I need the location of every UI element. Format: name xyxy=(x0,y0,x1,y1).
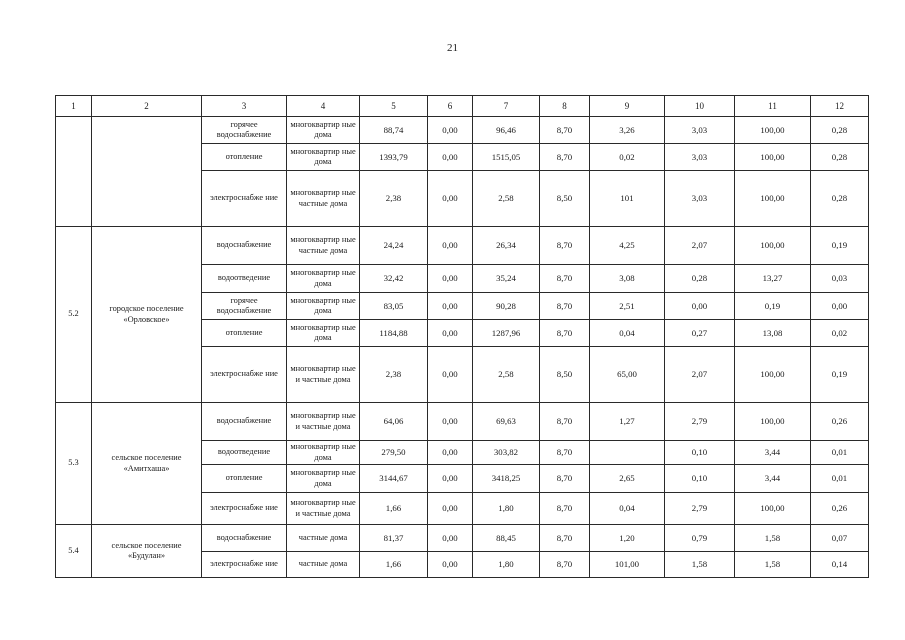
column-header: 10 xyxy=(665,96,735,117)
value-cell-c6: 0,00 xyxy=(428,265,473,293)
value-cell-c12: 0,19 xyxy=(811,227,869,265)
column-header: 11 xyxy=(735,96,811,117)
value-cell-c8: 8,70 xyxy=(540,465,590,493)
value-cell-c10: 2,79 xyxy=(665,403,735,441)
value-cell-c8: 8,70 xyxy=(540,552,590,578)
column-header: 1 xyxy=(56,96,92,117)
value-cell-c6: 0,00 xyxy=(428,293,473,320)
value-cell-c12: 0,28 xyxy=(811,171,869,227)
column-header: 8 xyxy=(540,96,590,117)
value-cell-c7: 69,63 xyxy=(473,403,540,441)
value-cell-c7: 96,46 xyxy=(473,117,540,144)
value-cell-c8: 8,70 xyxy=(540,441,590,465)
value-cell-c9: 1,27 xyxy=(590,403,665,441)
housing-type-cell: частные дома xyxy=(287,525,360,552)
value-cell-c12: 0,28 xyxy=(811,144,869,171)
settlement-name-cell: сельское поселение «Будулан» xyxy=(92,525,202,578)
utility-service-cell: водоснабжение xyxy=(202,403,287,441)
value-cell-c6: 0,00 xyxy=(428,403,473,441)
value-cell-c6: 0,00 xyxy=(428,117,473,144)
value-cell-c10: 0,79 xyxy=(665,525,735,552)
housing-type-cell: частные дома xyxy=(287,552,360,578)
value-cell-c9: 1,20 xyxy=(590,525,665,552)
table-row xyxy=(56,403,869,441)
value-cell-c10: 0,28 xyxy=(665,265,735,293)
value-cell-c9: 2,51 xyxy=(590,293,665,320)
value-cell-c5: 1393,79 xyxy=(360,144,428,171)
value-cell-c11: 100,00 xyxy=(735,117,811,144)
value-cell-c5: 24,24 xyxy=(360,227,428,265)
value-cell-c8: 8,70 xyxy=(540,227,590,265)
column-header: 6 xyxy=(428,96,473,117)
value-cell-c7: 90,28 xyxy=(473,293,540,320)
value-cell-c9: 2,65 xyxy=(590,465,665,493)
value-cell-c7: 1,80 xyxy=(473,493,540,525)
value-cell-c5: 2,38 xyxy=(360,171,428,227)
value-cell-c6: 0,00 xyxy=(428,441,473,465)
value-cell-c12: 0,03 xyxy=(811,265,869,293)
value-cell-c11: 100,00 xyxy=(735,347,811,403)
value-cell-c11: 13,27 xyxy=(735,265,811,293)
column-header: 4 xyxy=(287,96,360,117)
utility-service-cell: водоотведение xyxy=(202,441,287,465)
utility-service-cell: электроснабже ние xyxy=(202,493,287,525)
value-cell-c11: 0,19 xyxy=(735,293,811,320)
column-header: 3 xyxy=(202,96,287,117)
value-cell-c9: 101 xyxy=(590,171,665,227)
housing-type-cell: многоквартир ные дома xyxy=(287,117,360,144)
value-cell-c7: 1287,96 xyxy=(473,320,540,347)
value-cell-c5: 2,38 xyxy=(360,347,428,403)
utility-service-cell: горячее водоснабжение xyxy=(202,293,287,320)
housing-type-cell: многоквартир ные дома xyxy=(287,144,360,171)
value-cell-c10: 2,07 xyxy=(665,227,735,265)
value-cell-c11: 100,00 xyxy=(735,227,811,265)
group-number-cell: 5.3 xyxy=(56,403,92,525)
value-cell-c11: 3,44 xyxy=(735,441,811,465)
value-cell-c12: 0,00 xyxy=(811,293,869,320)
value-cell-c5: 81,37 xyxy=(360,525,428,552)
utility-service-cell: водоотведение xyxy=(202,265,287,293)
value-cell-c5: 64,06 xyxy=(360,403,428,441)
value-cell-c8: 8,50 xyxy=(540,347,590,403)
value-cell-c10: 3,03 xyxy=(665,144,735,171)
value-cell-c12: 0,01 xyxy=(811,465,869,493)
value-cell-c7: 303,82 xyxy=(473,441,540,465)
value-cell-c10: 3,03 xyxy=(665,171,735,227)
value-cell-c5: 3144,67 xyxy=(360,465,428,493)
value-cell-c11: 13,08 xyxy=(735,320,811,347)
utility-service-cell: водоснабжение xyxy=(202,227,287,265)
value-cell-c8: 8,70 xyxy=(540,117,590,144)
group-number-cell xyxy=(56,117,92,227)
value-cell-c9: 3,26 xyxy=(590,117,665,144)
value-cell-c12: 0,02 xyxy=(811,320,869,347)
value-cell-c7: 2,58 xyxy=(473,347,540,403)
table-row xyxy=(56,227,869,265)
housing-type-cell: многоквартир ные дома xyxy=(287,441,360,465)
value-cell-c5: 83,05 xyxy=(360,293,428,320)
value-cell-c6: 0,00 xyxy=(428,493,473,525)
column-header: 12 xyxy=(811,96,869,117)
value-cell-c11: 100,00 xyxy=(735,144,811,171)
value-cell-c10: 0,27 xyxy=(665,320,735,347)
column-header: 9 xyxy=(590,96,665,117)
page-number: 21 xyxy=(447,42,458,54)
value-cell-c10: 0,10 xyxy=(665,465,735,493)
value-cell-c10: 2,79 xyxy=(665,493,735,525)
value-cell-c9: 4,25 xyxy=(590,227,665,265)
column-header: 2 xyxy=(92,96,202,117)
utility-service-cell: отопление xyxy=(202,320,287,347)
header-row xyxy=(56,96,869,117)
utility-service-cell: электроснабже ние xyxy=(202,171,287,227)
value-cell-c11: 1,58 xyxy=(735,525,811,552)
value-cell-c8: 8,70 xyxy=(540,525,590,552)
value-cell-c8: 8,70 xyxy=(540,320,590,347)
value-cell-c9: 0,02 xyxy=(590,144,665,171)
value-cell-c7: 35,24 xyxy=(473,265,540,293)
value-cell-c8: 8,70 xyxy=(540,293,590,320)
housing-type-cell: многоквартир ные частные дома xyxy=(287,227,360,265)
value-cell-c11: 1,58 xyxy=(735,552,811,578)
settlement-name-cell: сельское поселение «Амитхаша» xyxy=(92,403,202,525)
table-row xyxy=(56,525,869,552)
value-cell-c7: 2,58 xyxy=(473,171,540,227)
value-cell-c6: 0,00 xyxy=(428,227,473,265)
value-cell-c5: 279,50 xyxy=(360,441,428,465)
value-cell-c8: 8,70 xyxy=(540,144,590,171)
value-cell-c7: 1515,05 xyxy=(473,144,540,171)
value-cell-c7: 26,34 xyxy=(473,227,540,265)
utility-service-cell: электроснабже ние xyxy=(202,347,287,403)
value-cell-c12: 0,28 xyxy=(811,117,869,144)
value-cell-c5: 1,66 xyxy=(360,552,428,578)
group-number-cell: 5.4 xyxy=(56,525,92,578)
settlement-name-cell: городское поселение «Орловское» xyxy=(92,227,202,403)
value-cell-c12: 0,07 xyxy=(811,525,869,552)
value-cell-c10: 0,00 xyxy=(665,293,735,320)
value-cell-c9: 3,08 xyxy=(590,265,665,293)
value-cell-c8: 8,50 xyxy=(540,171,590,227)
value-cell-c6: 0,00 xyxy=(428,171,473,227)
utility-service-cell: отопление xyxy=(202,144,287,171)
value-cell-c9: 101,00 xyxy=(590,552,665,578)
value-cell-c12: 0,19 xyxy=(811,347,869,403)
value-cell-c11: 100,00 xyxy=(735,171,811,227)
value-cell-c6: 0,00 xyxy=(428,320,473,347)
value-cell-c11: 100,00 xyxy=(735,493,811,525)
value-cell-c5: 32,42 xyxy=(360,265,428,293)
housing-type-cell: многоквартир ные дома xyxy=(287,265,360,293)
value-cell-c9: 0,04 xyxy=(590,320,665,347)
value-cell-c10: 2,07 xyxy=(665,347,735,403)
utility-service-cell: электроснабже ние xyxy=(202,552,287,578)
utility-service-cell: горячее водоснабжение xyxy=(202,117,287,144)
column-header: 7 xyxy=(473,96,540,117)
value-cell-c12: 0,14 xyxy=(811,552,869,578)
table-row xyxy=(56,117,869,144)
settlement-name-cell xyxy=(92,117,202,227)
value-cell-c9 xyxy=(590,441,665,465)
housing-type-cell: многоквартир ные частные дома xyxy=(287,171,360,227)
value-cell-c5: 1,66 xyxy=(360,493,428,525)
value-cell-c8: 8,70 xyxy=(540,265,590,293)
value-cell-c6: 0,00 xyxy=(428,525,473,552)
value-cell-c12: 0,01 xyxy=(811,441,869,465)
value-cell-c7: 88,45 xyxy=(473,525,540,552)
value-cell-c8: 8,70 xyxy=(540,493,590,525)
value-cell-c9: 65,00 xyxy=(590,347,665,403)
housing-type-cell: многоквартир ные и частные дома xyxy=(287,493,360,525)
value-cell-c6: 0,00 xyxy=(428,552,473,578)
value-cell-c7: 3418,25 xyxy=(473,465,540,493)
value-cell-c12: 0,26 xyxy=(811,403,869,441)
value-cell-c6: 0,00 xyxy=(428,347,473,403)
value-cell-c6: 0,00 xyxy=(428,465,473,493)
housing-type-cell: многоквартир ные дома xyxy=(287,293,360,320)
value-cell-c9: 0,04 xyxy=(590,493,665,525)
value-cell-c12: 0,26 xyxy=(811,493,869,525)
value-cell-c10: 3,03 xyxy=(665,117,735,144)
value-cell-c10: 0,10 xyxy=(665,441,735,465)
group-number-cell: 5.2 xyxy=(56,227,92,403)
value-cell-c11: 100,00 xyxy=(735,403,811,441)
data-table xyxy=(55,95,869,578)
housing-type-cell: многоквартир ные дома xyxy=(287,320,360,347)
value-cell-c6: 0,00 xyxy=(428,144,473,171)
column-header: 5 xyxy=(360,96,428,117)
value-cell-c8: 8,70 xyxy=(540,403,590,441)
utility-service-cell: отопление xyxy=(202,465,287,493)
utility-service-cell: водоснабжение xyxy=(202,525,287,552)
housing-type-cell: многоквартир ные и частные дома xyxy=(287,403,360,441)
housing-type-cell: многоквартир ные и частные дома xyxy=(287,347,360,403)
value-cell-c7: 1,80 xyxy=(473,552,540,578)
value-cell-c5: 88,74 xyxy=(360,117,428,144)
housing-type-cell: многоквартир ные дома xyxy=(287,465,360,493)
value-cell-c11: 3,44 xyxy=(735,465,811,493)
value-cell-c5: 1184,88 xyxy=(360,320,428,347)
value-cell-c10: 1,58 xyxy=(665,552,735,578)
